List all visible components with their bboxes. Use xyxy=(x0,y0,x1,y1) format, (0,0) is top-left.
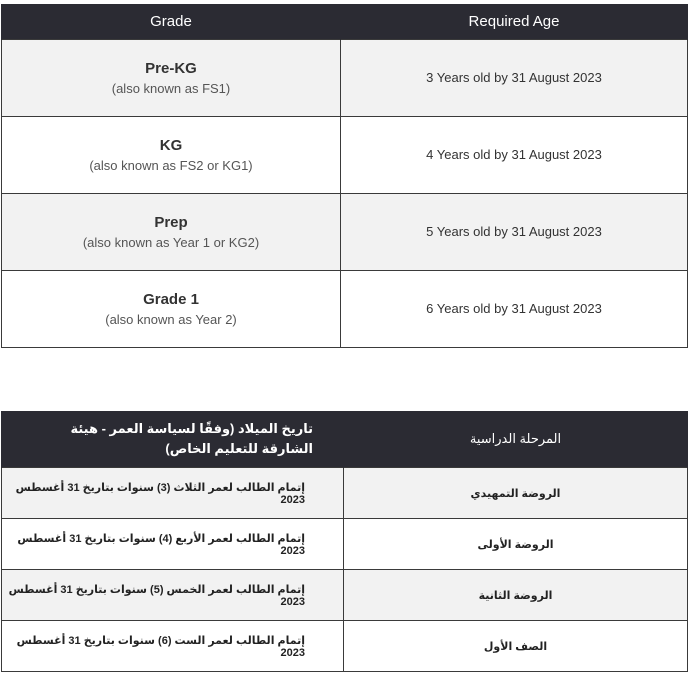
age-cell xyxy=(341,271,688,348)
age-requirements-table-english xyxy=(1,4,688,348)
birth-date-cell: إتمام الطالب لعمر الست (6) سنوات بتاريخ 31 أغسطس 2023 xyxy=(2,621,344,672)
table-row xyxy=(2,271,688,348)
age-requirement: 6 Years old by 31 August 2023 xyxy=(426,301,602,316)
birth-date-column-header: تاريخ الميلاد (وفقًا لسياسة العمر - هيئة الشارقة للتعليم الخاص) xyxy=(2,411,344,468)
grade-cell xyxy=(2,117,341,194)
table-row xyxy=(2,40,688,117)
table-row xyxy=(2,519,688,570)
table-header-row xyxy=(2,4,688,40)
stage-cell: الروضة الأولى xyxy=(344,519,688,570)
required-age-column-header: Required Age xyxy=(341,4,688,40)
table-row xyxy=(2,117,688,194)
table-row xyxy=(2,621,688,672)
age-requirements-table-arabic xyxy=(1,411,688,672)
stage-cell: الصف الأول xyxy=(344,621,688,672)
table-row xyxy=(2,468,688,519)
grade-alias: (also known as FS1) xyxy=(111,81,231,96)
age-requirement: 5 Years old by 31 August 2023 xyxy=(426,224,602,239)
age-requirement: 4 Years old by 31 August 2023 xyxy=(426,147,602,162)
stage-cell: الروضة التمهيدي xyxy=(344,468,688,519)
grade-alias: (also known as Year 1 or KG2) xyxy=(82,235,260,250)
birth-date-cell: إتمام الطالب لعمر الثلاث (3) سنوات بتاريخ 31 أغسطس 2023 xyxy=(2,468,344,519)
birth-date-cell: إتمام الطالب لعمر الخمس (5) سنوات بتاريخ 31 أغسطس 2023 xyxy=(2,570,344,621)
grade-name: Grade 1 xyxy=(143,291,199,308)
stage-column-header: المرحلة الدراسية xyxy=(344,411,688,468)
age-cell xyxy=(341,194,688,271)
age-cell xyxy=(341,117,688,194)
grade-cell xyxy=(2,271,341,348)
age-requirement: 3 Years old by 31 August 2023 xyxy=(426,70,602,85)
grade-name: Pre-KG xyxy=(145,60,197,77)
grade-alias: (also known as FS2 or KG1) xyxy=(89,158,253,173)
grade-cell xyxy=(2,194,341,271)
table-header-row xyxy=(2,411,688,468)
grade-name: KG xyxy=(159,137,183,154)
stage-cell: الروضة الثانية xyxy=(344,570,688,621)
grade-column-header: Grade xyxy=(2,4,341,40)
grade-name: Prep xyxy=(154,214,188,231)
grade-cell xyxy=(2,40,341,117)
grade-alias: (also known as Year 2) xyxy=(105,312,237,327)
table-row xyxy=(2,194,688,271)
age-cell xyxy=(341,40,688,117)
birth-date-cell: إتمام الطالب لعمر الأربع (4) سنوات بتاريخ 31 أغسطس 2023 xyxy=(2,519,344,570)
table-row xyxy=(2,570,688,621)
